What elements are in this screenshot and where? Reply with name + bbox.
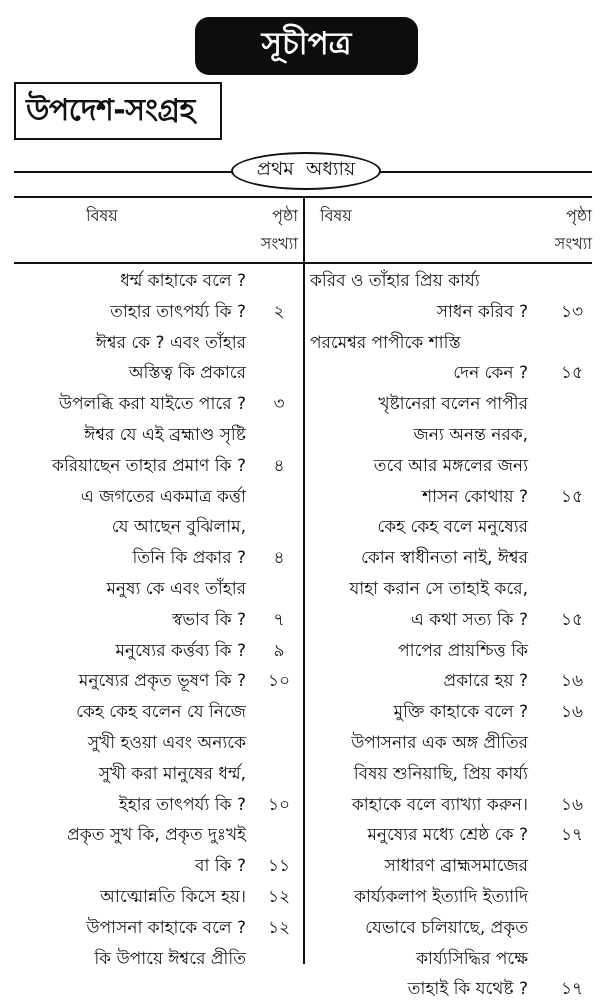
toc-page: ১৩ xyxy=(560,301,584,322)
toc-row[interactable] xyxy=(310,297,592,328)
toc-row[interactable] xyxy=(14,451,299,482)
toc-row[interactable] xyxy=(14,358,299,389)
toc-row[interactable] xyxy=(310,451,592,482)
toc-page: ৭ xyxy=(273,609,285,630)
toc-page: ১৬ xyxy=(560,671,584,692)
left-contents-column xyxy=(14,266,299,974)
page-title: সূচীপত্র xyxy=(195,17,418,75)
toc-topic: উপলব্ধি করা যাইতে পারে ? xyxy=(58,394,246,415)
toc-page: ১৫ xyxy=(560,486,584,507)
toc-topic: খৃষ্টানেরা বলেন পাপীর xyxy=(378,394,528,415)
toc-page: ৪ xyxy=(273,455,285,476)
toc-topic: কেহ কেহ বলেন যে নিজে xyxy=(76,702,246,723)
toc-topic: যাহা করান সে তাহাই করে, xyxy=(349,578,528,599)
right-page-header-line1: পৃষ্ঠা xyxy=(566,206,592,225)
toc-topic: কাহাকে বলে ব্যাখ্যা করুন। xyxy=(351,794,528,815)
toc-topic: করিব ও তাঁহার প্রিয় কার্য্য xyxy=(310,271,480,291)
left-page-header-line1: পৃষ্ঠা xyxy=(272,206,298,225)
toc-row[interactable] xyxy=(14,759,299,790)
toc-row[interactable] xyxy=(310,420,592,451)
toc-page: ১৫ xyxy=(560,609,584,630)
toc-topic: মনুষ্যের প্রকৃত ভূষণ কি ? xyxy=(78,671,246,692)
toc-row[interactable] xyxy=(310,697,592,728)
toc-topic: সুখী হওয়া এবং অন্যকে xyxy=(87,732,246,753)
toc-row[interactable] xyxy=(14,328,299,359)
toc-topic: তাহাই কি যথেষ্ট ? xyxy=(407,979,528,1000)
toc-row[interactable] xyxy=(310,636,592,667)
toc-row[interactable] xyxy=(310,974,592,1005)
toc-topic: কেহ কেহ বলে মনুষ্যের xyxy=(377,517,528,538)
toc-topic: কার্য্যকলাপ ইত্যাদি ইত্যাদি xyxy=(354,886,528,907)
toc-topic: কোন স্বাধীনতা নাই, ঈশ্বর xyxy=(360,548,528,569)
right-page-header xyxy=(540,202,592,258)
toc-row[interactable] xyxy=(310,728,592,759)
toc-topic: যেভাবে চলিয়াছে, প্রকৃত xyxy=(365,917,528,938)
chapter-heading: প্রথম অধ্যায় xyxy=(231,152,381,190)
toc-topic: উপাসনা কাহাকে বলে ? xyxy=(86,917,246,938)
toc-topic: মুক্তি কাহাকে বলে ? xyxy=(393,702,528,723)
toc-topic: যে আছেন বুঝিলাম, xyxy=(111,517,246,538)
toc-topic: সাধন করিব ? xyxy=(436,301,528,322)
toc-page: ১০ xyxy=(267,671,291,692)
toc-row[interactable] xyxy=(310,389,592,420)
toc-row[interactable] xyxy=(14,790,299,821)
toc-row[interactable] xyxy=(310,574,592,605)
toc-row[interactable] xyxy=(14,882,299,913)
right-topic-header: বিষয় xyxy=(320,206,352,225)
toc-topic: আত্মোন্নতি কিসে হয়। xyxy=(100,886,246,907)
toc-page: ২ xyxy=(273,301,285,322)
toc-row[interactable] xyxy=(310,512,592,543)
toc-row[interactable] xyxy=(14,266,299,297)
toc-topic: দেন কেন ? xyxy=(453,363,528,384)
toc-row[interactable] xyxy=(14,728,299,759)
toc-topic: কার্য্যসিদ্ধির পক্ষে xyxy=(416,948,528,969)
toc-row[interactable] xyxy=(14,697,299,728)
toc-row[interactable] xyxy=(310,328,592,359)
toc-topic: বা কি ? xyxy=(195,856,246,877)
toc-row[interactable] xyxy=(310,358,592,389)
toc-topic: শাসন কোথায় ? xyxy=(422,486,528,507)
right-page-header-line2: সংখ্যা xyxy=(554,234,592,253)
toc-page: ১৭ xyxy=(560,825,584,846)
toc-topic: স্বভাব কি ? xyxy=(172,609,246,630)
toc-row[interactable] xyxy=(310,820,592,851)
left-page-header xyxy=(254,202,298,258)
toc-row[interactable] xyxy=(14,913,299,944)
toc-topic: এ জগতের একমাত্র কর্ত্তা xyxy=(80,486,246,507)
toc-topic: প্রকৃত সুখ কি, প্রকৃত দুঃখই xyxy=(67,825,246,846)
toc-row[interactable] xyxy=(14,389,299,420)
toc-row[interactable] xyxy=(14,605,299,636)
toc-page: ১৬ xyxy=(560,702,584,723)
right-contents-column xyxy=(310,266,592,1005)
column-divider xyxy=(303,197,305,964)
toc-topic: অস্তিত্ব কি প্রকারে xyxy=(128,363,246,384)
toc-topic: উপাসনার এক অঙ্গ প্রীতির xyxy=(351,732,528,753)
toc-page: ১০ xyxy=(267,794,291,815)
toc-page: ৯ xyxy=(273,640,285,661)
toc-topic: ধর্ম্ম কাহাকে বলে ? xyxy=(120,271,246,291)
toc-row[interactable] xyxy=(14,820,299,851)
toc-topic: করিয়াছেন তাহার প্রমাণ কি ? xyxy=(52,455,246,476)
toc-topic: তিনি কি প্রকার ? xyxy=(132,548,246,569)
left-topic-header: বিষয় xyxy=(86,206,118,225)
toc-topic: ইহার তাৎপর্য্য কি ? xyxy=(118,794,246,815)
toc-topic: জন্য অনন্ত নরক, xyxy=(413,424,528,445)
toc-row[interactable] xyxy=(14,851,299,882)
toc-row[interactable] xyxy=(310,482,592,513)
toc-row[interactable] xyxy=(14,420,299,451)
toc-row[interactable] xyxy=(14,574,299,605)
toc-row[interactable] xyxy=(14,297,299,328)
toc-page: ৪ xyxy=(273,548,285,569)
toc-page: ১৫ xyxy=(560,363,584,384)
toc-row[interactable] xyxy=(14,543,299,574)
toc-row[interactable] xyxy=(310,759,592,790)
toc-topic: ঈশ্বর কে ? এবং তাঁহার xyxy=(95,332,246,353)
toc-topic: এ কথা সত্য কি ? xyxy=(410,609,528,630)
toc-row[interactable] xyxy=(310,605,592,636)
toc-row[interactable] xyxy=(14,636,299,667)
toc-topic: সাধারণ ব্রাহ্মসমাজের xyxy=(384,856,528,877)
toc-row[interactable] xyxy=(310,790,592,821)
toc-topic: কি উপায়ে ঈশ্বরে প্রীতি xyxy=(94,948,246,969)
toc-topic: ঈশ্বর যে এই ব্রহ্মাণ্ড সৃষ্টি xyxy=(84,424,246,445)
toc-row[interactable] xyxy=(14,944,299,975)
toc-page: ১২ xyxy=(267,886,291,907)
left-page-header-line2: সংখ্যা xyxy=(260,234,298,253)
toc-topic: পাপের প্রায়শ্চিত্ত কি xyxy=(398,640,528,661)
toc-topic: মনুষ্যের কর্ত্তব্য কি ? xyxy=(115,640,246,661)
toc-topic: পরমেশ্বর পাপীকে শাস্তি xyxy=(310,332,461,353)
toc-topic: তবে আর মঙ্গলের জন্য xyxy=(373,455,528,476)
toc-page: ১৭ xyxy=(560,979,584,1000)
toc-topic: বিষয় শুনিয়াছি, প্রিয় কার্য্য xyxy=(353,763,528,784)
toc-row[interactable] xyxy=(310,913,592,944)
section-title: উপদেশ-সংগ্রহ xyxy=(14,82,222,140)
toc-row[interactable] xyxy=(14,482,299,513)
toc-topic: মনুষ্যের মধ্যে শ্রেষ্ঠ কে ? xyxy=(367,825,528,846)
toc-page: ১১ xyxy=(267,856,291,877)
toc-page: ১৬ xyxy=(560,794,584,815)
toc-topic: প্রকারে হয় ? xyxy=(443,671,528,692)
toc-row[interactable] xyxy=(310,944,592,975)
toc-page: ৩ xyxy=(273,394,285,415)
toc-row[interactable] xyxy=(310,882,592,913)
toc-row[interactable] xyxy=(310,666,592,697)
toc-topic: মনুষ্য কে এবং তাঁহার xyxy=(106,578,246,599)
toc-topic: সুখী করা মানুষের ধর্ম্ম, xyxy=(98,763,246,784)
toc-row[interactable] xyxy=(14,666,299,697)
toc-row[interactable] xyxy=(310,543,592,574)
toc-row[interactable] xyxy=(310,266,592,297)
toc-topic: তাহার তাৎপর্য্য কি ? xyxy=(110,301,246,322)
toc-page: ১২ xyxy=(267,917,291,938)
toc-row[interactable] xyxy=(310,851,592,882)
toc-row[interactable] xyxy=(14,512,299,543)
